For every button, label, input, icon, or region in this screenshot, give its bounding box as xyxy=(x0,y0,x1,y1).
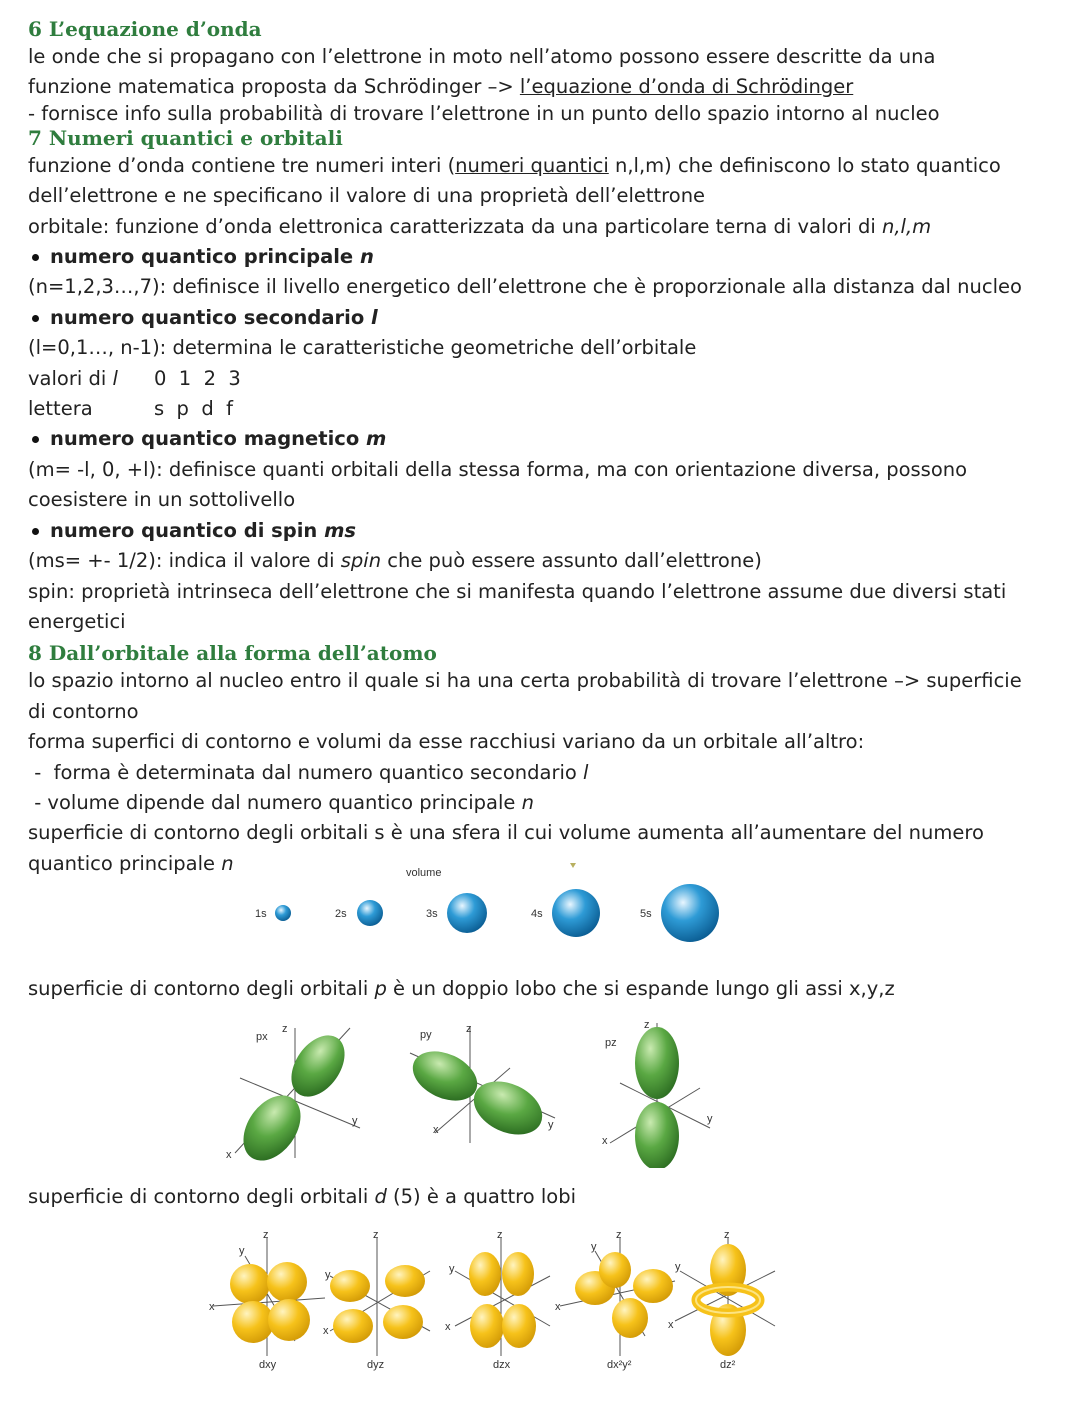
axis-label: y xyxy=(675,1261,681,1273)
text-line: spin: proprietà intrinseca dell’elettrone che si manifesta quando l’elettrone assume due diversi stati xyxy=(28,579,1007,603)
section-7-title: 7 Numeri quantici e orbitali xyxy=(28,125,343,150)
arrow-tip-icon xyxy=(570,863,576,868)
section-8-title: 8 Dall’orbitale alla forma dell’atomo xyxy=(28,641,437,666)
text-line: dell’elettrone e ne specificano il valore di una proprietà dell’elettrone xyxy=(28,184,706,208)
d-orbitals-caption: superficie di contorno degli orbitali d (5) è a quattro lobi xyxy=(28,1185,577,1208)
axis-label: z xyxy=(263,1229,269,1241)
orbital-5s-sphere xyxy=(661,884,719,942)
table-row: valori di l 0 1 2 3 xyxy=(28,366,241,390)
text-line: orbitale: funzione d’onda elettronica caratterizzata da una particolare terna di valori di n,l,m xyxy=(28,214,932,238)
orbital-label: dzx xyxy=(493,1359,511,1371)
text-line: lo spazio intorno al nucleo entro il quale si ha una certa probabilità di trovare l’elettrone –> superficie xyxy=(28,669,1022,693)
d-orbitals-figure xyxy=(205,1226,785,1376)
text-line: (n=1,2,3…,7): definisce il livello energetico dell’elettrone che è proporzionale alla distanza dal nucleo xyxy=(28,275,1022,299)
text-line: superficie di contorno degli orbitali s è una sfera il cui volume aumenta all’aumentare del numero xyxy=(28,821,984,845)
text-line: funzione matematica proposta da Schrödinger –> l’equazione d’onda di Schrödinger xyxy=(28,75,854,99)
axis-label: z xyxy=(616,1229,622,1241)
text-line: coesistere in un sottolivello xyxy=(28,488,296,512)
orbital-label: dx²y² xyxy=(607,1359,632,1371)
orbital-label: py xyxy=(420,1029,432,1041)
volume-label: volume xyxy=(406,867,442,879)
dx2-y2-orbital xyxy=(555,1229,675,1371)
px-orbital xyxy=(226,1023,360,1168)
s-orbitals-figure xyxy=(240,860,740,950)
text-line: (ms= +- 1/2): indica il valore di spin che può essere assunto dall’elettrone) xyxy=(28,549,762,573)
axis-label: y xyxy=(548,1119,554,1131)
orbital-label: px xyxy=(256,1031,268,1043)
axis-label: x xyxy=(555,1301,561,1313)
axis-label: y xyxy=(325,1269,331,1281)
axis-label: z xyxy=(373,1229,379,1241)
text-line: quantico principale n xyxy=(28,851,234,875)
text-line: - forma è determinata dal numero quantico secondario l xyxy=(28,760,589,784)
orbital-label: 5s xyxy=(640,908,652,920)
py-orbital xyxy=(405,1023,555,1145)
axis-label: y xyxy=(239,1245,245,1257)
orbital-label: dz² xyxy=(720,1359,736,1371)
pz-orbital xyxy=(602,1019,713,1168)
dxy-orbital xyxy=(209,1229,325,1371)
text-line: - fornisce info sulla probabilità di trovare l’elettrone in un punto dello spazio intorno al nucleo xyxy=(28,101,940,125)
axis-label: z xyxy=(282,1023,288,1035)
axis-label: x xyxy=(226,1149,232,1161)
orbital-label: 1s xyxy=(255,908,267,920)
p-orbitals-caption: superficie di contorno degli orbitali p è un doppio lobo che si espande lungo gli assi x,y,z xyxy=(28,977,895,1000)
orbital-label: 3s xyxy=(426,908,438,920)
document-page xyxy=(28,16,1068,879)
orbital-label: 4s xyxy=(531,908,543,920)
text-line: di contorno xyxy=(28,699,139,723)
axis-label: x xyxy=(668,1319,674,1331)
axis-label: y xyxy=(591,1241,597,1253)
orbital-label: dyz xyxy=(367,1359,385,1371)
axis-label: x xyxy=(209,1301,215,1313)
dyz-orbital xyxy=(323,1229,430,1371)
bullet-principal: numero quantico principale n xyxy=(28,242,1068,272)
text-line: forma superfici di contorno e volumi da esse racchiusi variano da un orbitale all’altro: xyxy=(28,730,865,754)
text-line: (l=0,1…, n-1): determina le caratteristiche geometriche dell’orbitale xyxy=(28,336,697,360)
text-line: le onde che si propagano con l’elettrone in moto nell’atomo possono essere descritte da una xyxy=(28,45,936,68)
orbital-label: 2s xyxy=(335,908,347,920)
underlined-term: l’equazione d’onda di Schrödinger xyxy=(519,75,854,99)
orbital-4s-sphere xyxy=(552,889,600,937)
orbital-2s-sphere xyxy=(357,900,383,926)
orbital-label: dxy xyxy=(259,1359,277,1371)
text-line: - volume dipende dal numero quantico principale n xyxy=(28,790,534,814)
axis-label: z xyxy=(724,1229,730,1241)
axis-label: x xyxy=(602,1135,608,1147)
text-line: funzione d’onda contiene tre numeri interi (numeri quantici n,l,m) che definiscono lo stato quantico xyxy=(28,153,1001,177)
axis-label: x xyxy=(323,1325,329,1337)
axis-label: z xyxy=(497,1229,503,1241)
section-6-title: 6 L’equazione d’onda xyxy=(28,17,262,41)
axis-label: y xyxy=(449,1263,455,1275)
dzx-orbital xyxy=(445,1229,550,1371)
axis-label: x xyxy=(433,1124,439,1136)
axis-label: z xyxy=(644,1019,650,1031)
text-line: (m= -l, 0, +l): definisce quanti orbitali della stessa forma, ma con orientazione diversa, possono xyxy=(28,457,968,481)
orbital-label: pz xyxy=(605,1037,617,1049)
bullet-secondary: numero quantico secondario l xyxy=(28,303,1068,333)
dz2-orbital xyxy=(668,1229,775,1371)
bullet-spin: numero quantico di spin ms xyxy=(28,516,1068,546)
axis-label: z xyxy=(466,1023,472,1035)
p-orbitals-figure xyxy=(220,1018,740,1168)
axis-label: x xyxy=(445,1321,451,1333)
bullet-magnetic: numero quantico magnetico m xyxy=(28,424,1068,454)
axis-label: y xyxy=(707,1113,713,1125)
text-line: energetici xyxy=(28,609,126,633)
axis-label: y xyxy=(352,1115,358,1127)
table-row: lettera s p d f xyxy=(28,397,233,421)
orbital-1s-sphere xyxy=(275,905,291,921)
orbital-3s-sphere xyxy=(447,893,487,933)
